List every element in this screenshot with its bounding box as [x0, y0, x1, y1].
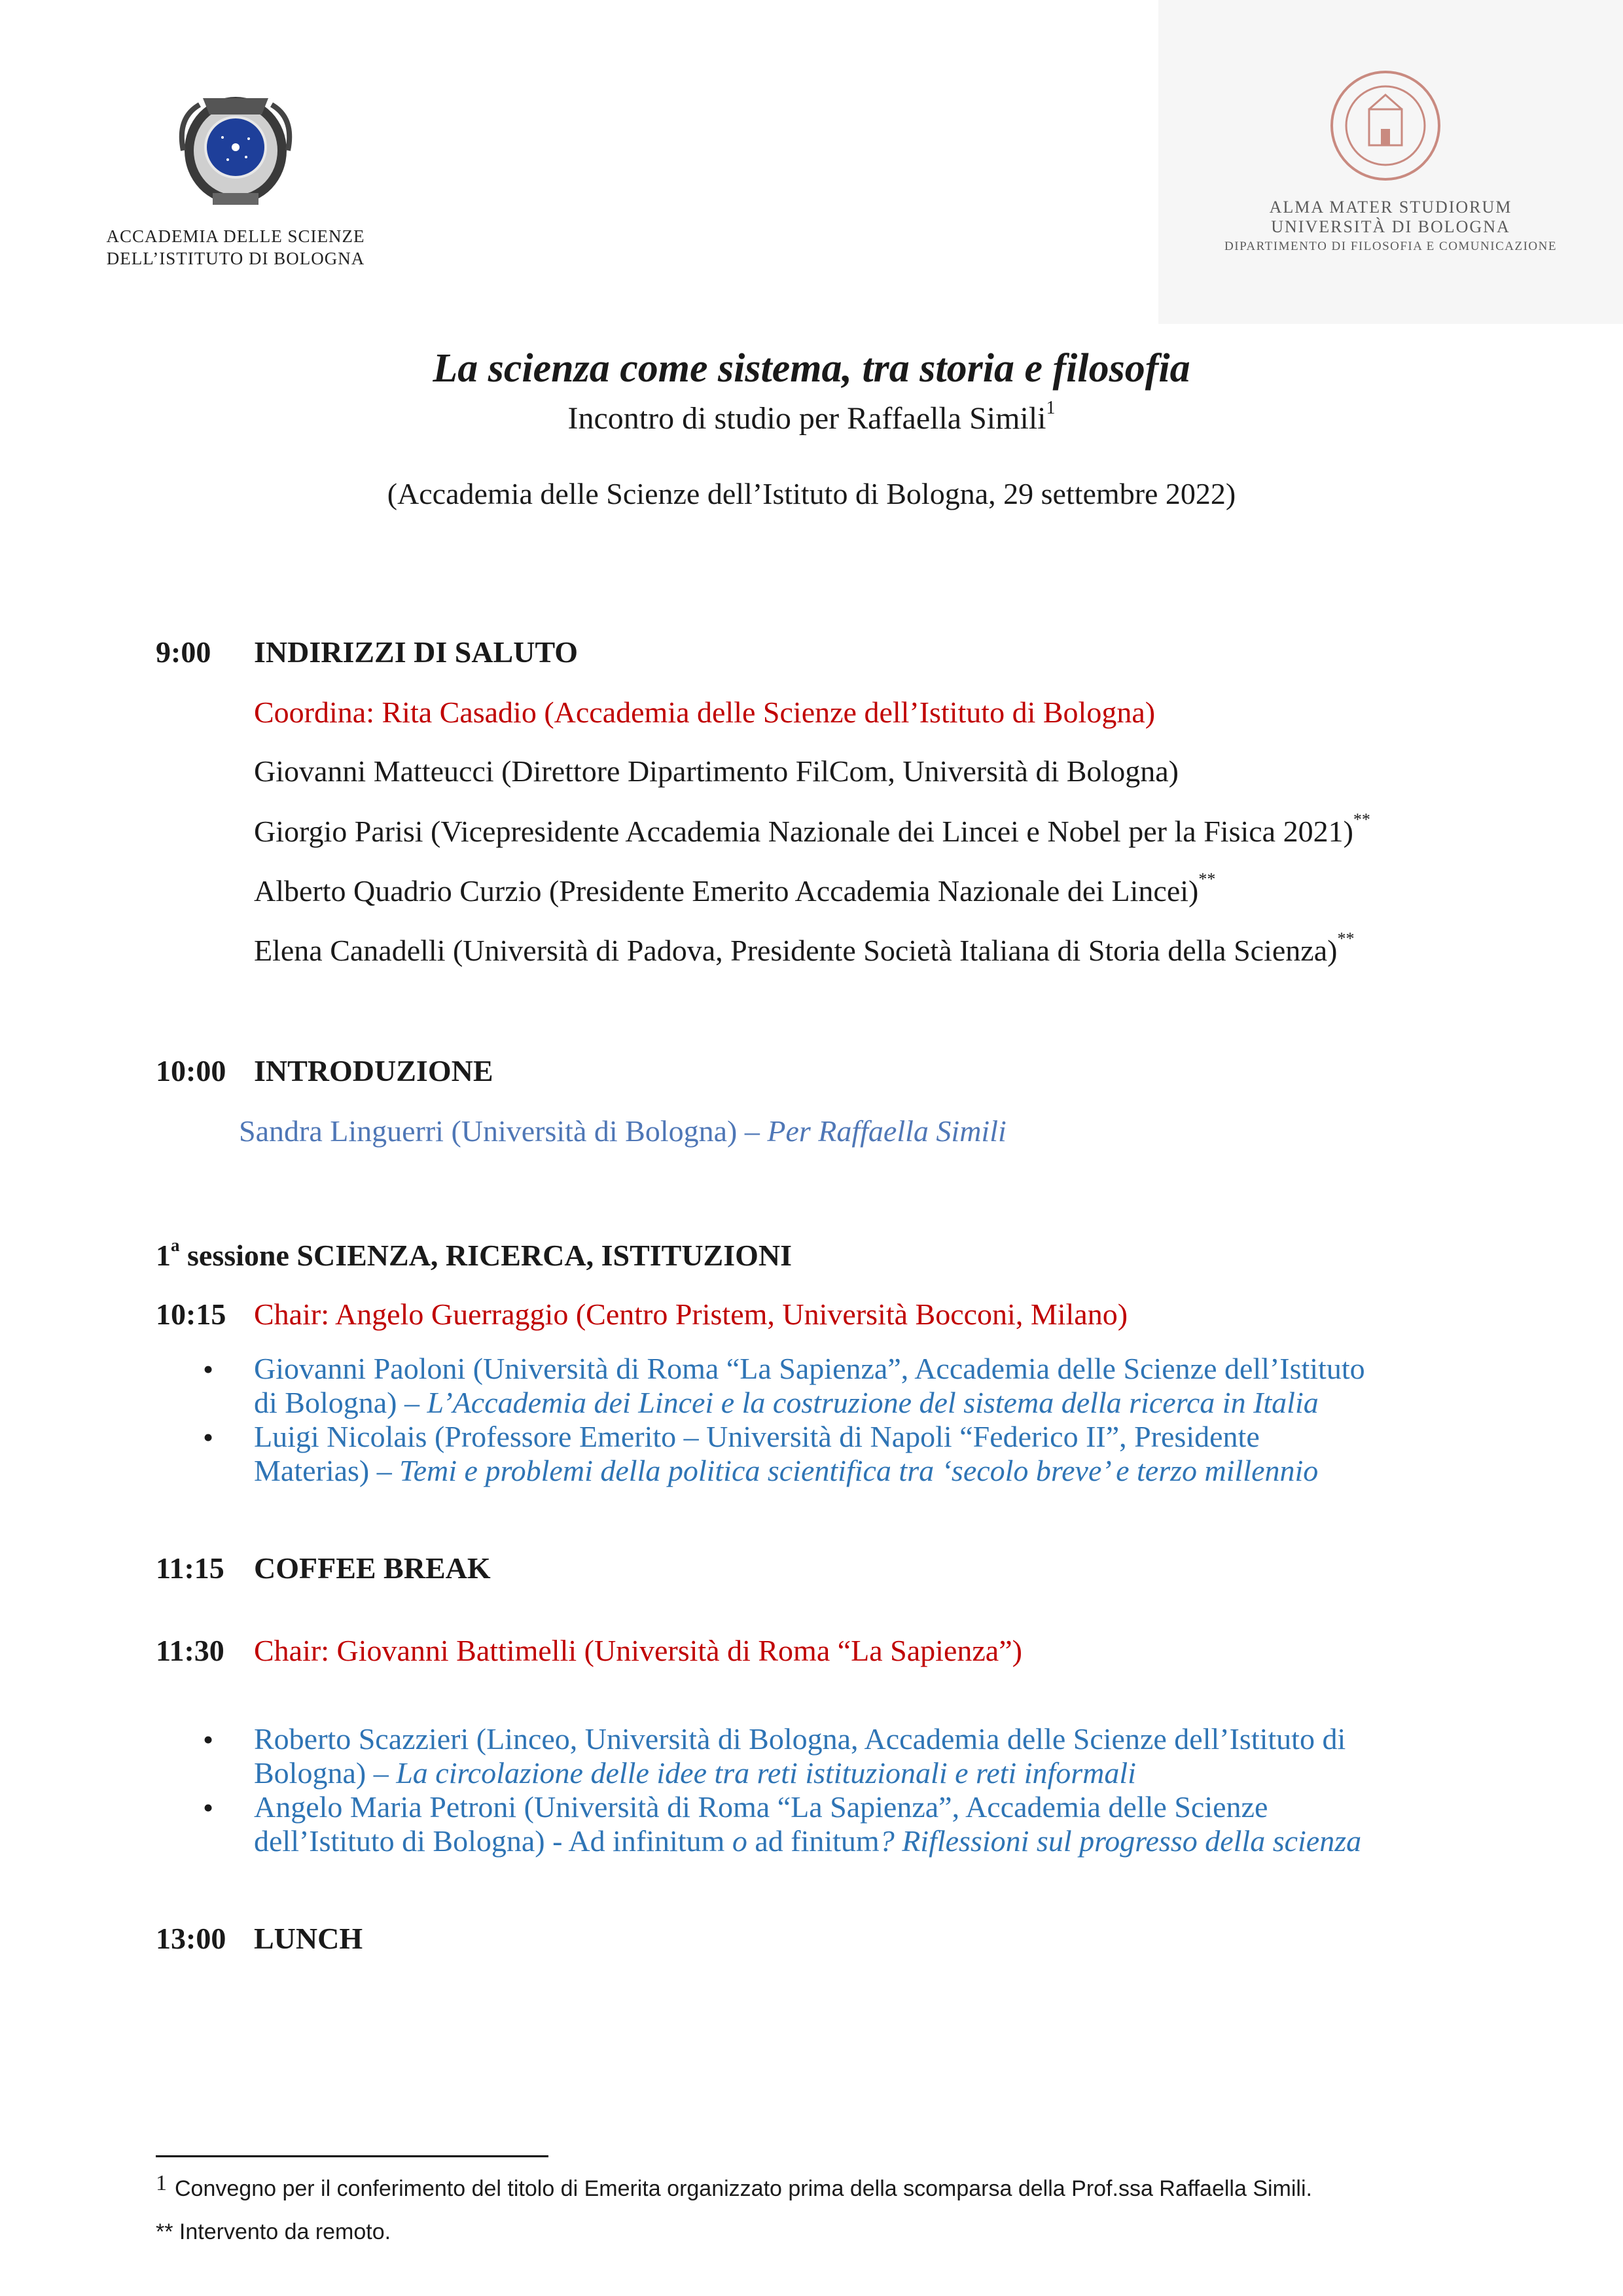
intro-speaker-line: Sandra Linguerri (Università di Bologna) – Per Raffaella Simili [239, 1114, 1007, 1148]
footnote-1: 1 Convegno per il conferimento del titolo di Emerita organizzato prima della scomparsa della Prof.ssa Raffaella Simili. [156, 2171, 1312, 2201]
session-heading: 1$^a$ sessione SCIENZA, RICERCA, ISTITUZIONI [156, 1235, 793, 1272]
chair-line: Chair: Giovanni Battimelli (Università di Roma “La Sapienza”) [254, 1634, 1022, 1667]
bullet: • [203, 1421, 214, 1454]
bullet: • [203, 1723, 214, 1756]
time-chair2: 11:30 [156, 1634, 224, 1667]
heading-intro: INTRODUZIONE [254, 1054, 493, 1087]
speaker-line: Elena Canadelli (Università di Padova, Presidente Società Italiana di Storia della Scienza)** [254, 929, 1355, 967]
accademia-seal-icon [177, 79, 294, 209]
time-greetings: 9:00 [156, 635, 211, 669]
talk-item: Luigi Nicolais (Professore Emerito – Università di Napoli “Federico II”, Presidente Materias) – Temi e problemi della politica scientifica tra ‘secolo breve’ e terzo millennio [254, 1420, 1319, 1487]
accademia-logo-text: ACCADEMIA DELLE SCIENZE DELL’ISTITUTO DI BOLOGNA [106, 226, 365, 268]
time-intro: 10:00 [156, 1054, 226, 1087]
heading-greetings: INDIRIZZI DI SALUTO [254, 635, 579, 669]
talk-item: Roberto Scazzieri (Linceo, Università di Bologna, Accademia delle Scienze dell’Istituto di Bologna) – La circolazione delle idee tra reti istituzionali e reti informali [254, 1722, 1346, 1790]
unibo-seal-icon [1329, 69, 1443, 183]
heading-break: COFFEE BREAK [254, 1551, 491, 1585]
bullet: • [203, 1352, 214, 1386]
talk-item: Angelo Maria Petroni (Università di Roma “La Sapienza”, Accademia delle Scienze dell’Istituto di Bologna) - Ad infinitum o ad finitum? Riflessioni sul progresso della scienza [254, 1790, 1362, 1858]
chair-line: Chair: Angelo Guerraggio (Centro Pristem, Università Bocconi, Milano) [254, 1298, 1128, 1331]
footnote-2: ** Intervento da remoto. [156, 2219, 391, 2244]
heading-lunch: LUNCH [254, 1922, 363, 1955]
speaker-line: Alberto Quadrio Curzio (Presidente Emerito Accademia Nazionale dei Lincei)** [254, 870, 1216, 908]
page-title: La scienza come sistema, tra storia e filosofia [433, 346, 1190, 391]
page-subtitle: Incontro di studio per Raffaella Simili$^1$ [567, 398, 1056, 436]
footnote-divider [156, 2155, 548, 2157]
time-chair1: 10:15 [156, 1298, 226, 1331]
unibo-logo-text: ALMA MATER STUDIORUM UNIVERSITÀ DI BOLOGNA DIPARTIMENTO DI FILOSOFIA E COMUNICAZIONE [1224, 198, 1557, 253]
bullet: • [203, 1791, 214, 1824]
speaker-line: Giovanni Matteucci (Direttore Dipartimento FilCom, Università di Bologna) [254, 754, 1179, 788]
coordinator-line: Coordina: Rita Casadio (Accademia delle Scienze dell’Istituto di Bologna) [254, 696, 1156, 729]
time-break: 11:15 [156, 1551, 224, 1585]
speaker-line: Giorgio Parisi (Vicepresidente Accademia Nazionale dei Lincei e Nobel per la Fisica 2021)** [254, 810, 1370, 848]
venue-line: (Accademia delle Scienze dell’Istituto di Bologna, 29 settembre 2022) [387, 477, 1236, 510]
talk-item: Giovanni Paoloni (Università di Roma “La Sapienza”, Accademia delle Scienze dell’Istituto di Bologna) – L’Accademia dei Lincei e la costruzione del sistema della ricerca in Italia [254, 1352, 1365, 1419]
time-lunch: 13:00 [156, 1922, 226, 1955]
